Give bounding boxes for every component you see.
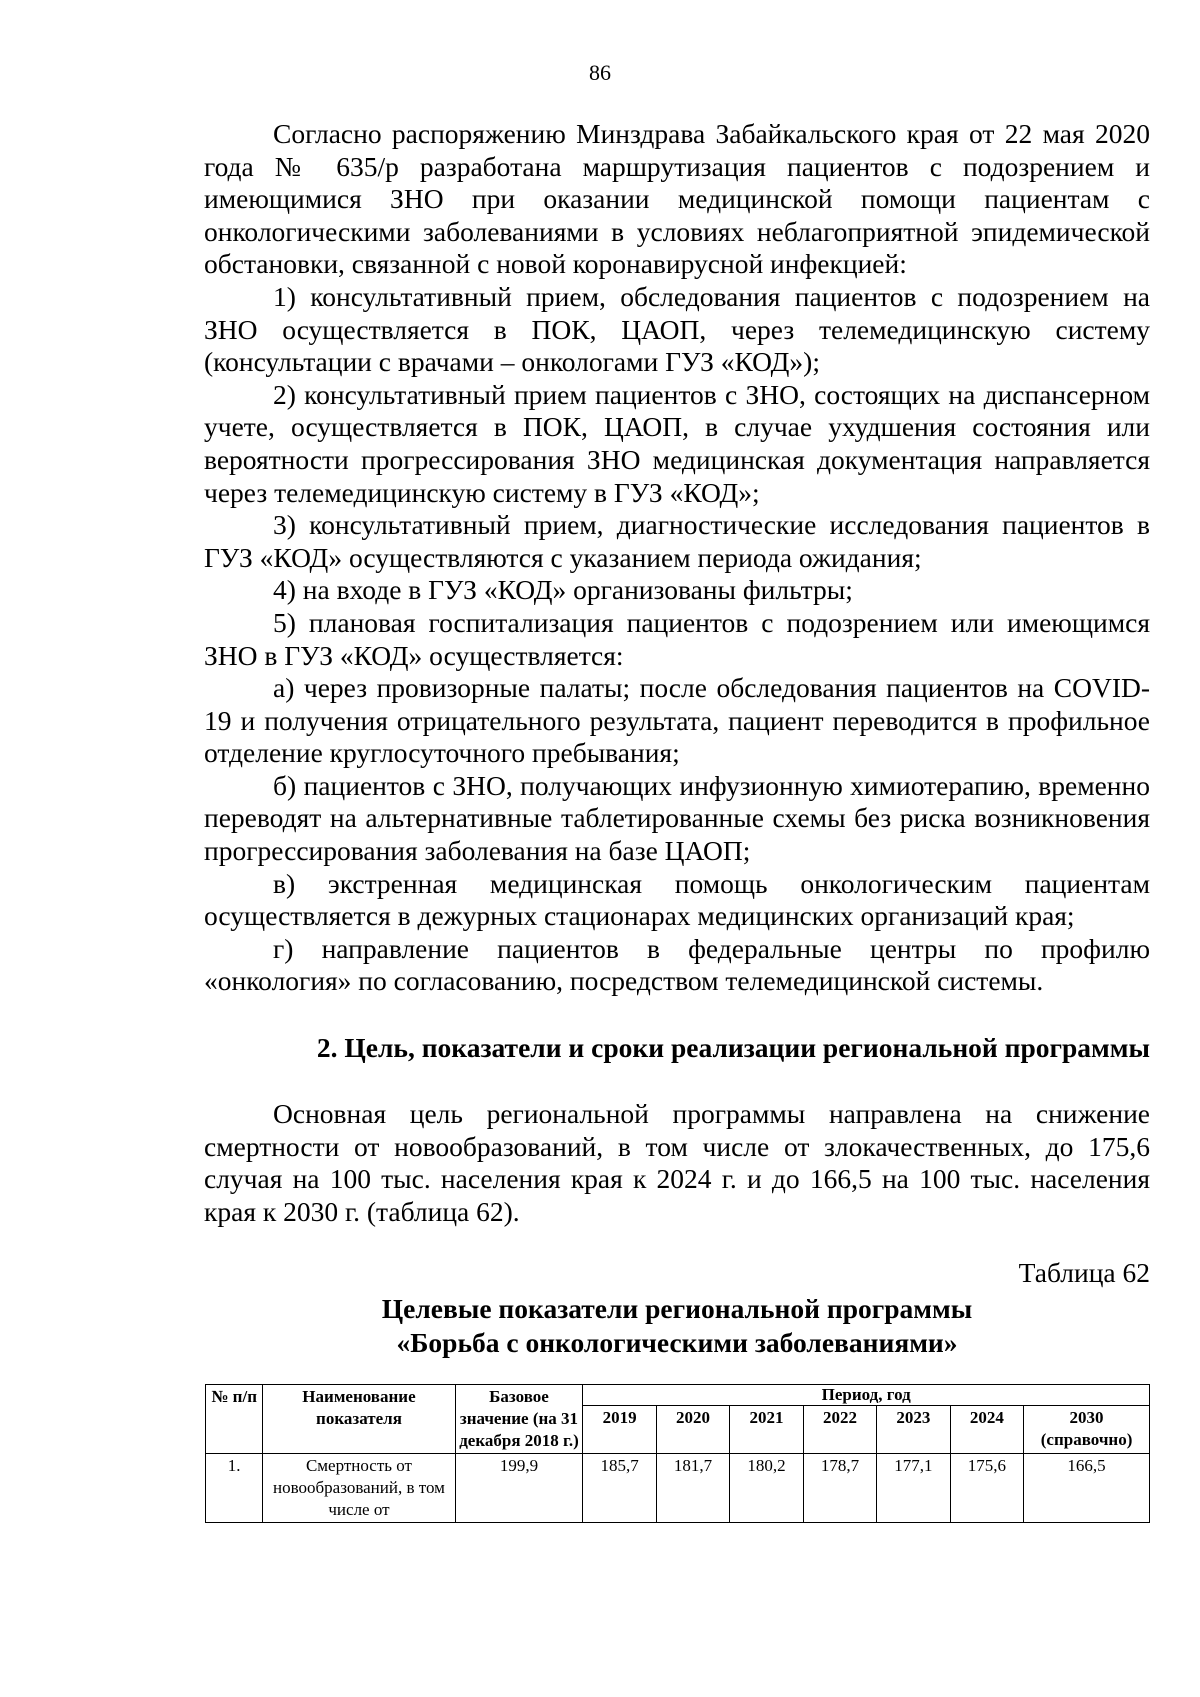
- indicators-table: [205, 1384, 1150, 1523]
- goal-paragraph: Основная цель региональной программы направлена на снижение смертности от новообразований, в том числе от злокачественных, до 175,6 случая на 100 тыс. населения края к 2024 г. и до 166,5 на 100 тыс. населения края к 2030 г. (таблица 62).: [204, 1098, 1150, 1227]
- header-year: 2024: [950, 1406, 1023, 1454]
- header-year: 2021: [730, 1406, 803, 1454]
- row-base: 199,9: [455, 1454, 583, 1523]
- body-text: [204, 118, 1150, 998]
- header-year: 2022: [803, 1406, 876, 1454]
- header-year: 2020: [656, 1406, 729, 1454]
- list-item: 5) плановая госпитализация пациентов с подозрением или имеющимся ЗНО в ГУЗ «КОД» осуществляется:: [204, 606, 1150, 671]
- header-base: Базовое значение (на 31 декабря 2018 г.): [455, 1385, 583, 1454]
- row-value: 181,7: [656, 1454, 729, 1523]
- table-row: [206, 1454, 1150, 1523]
- list-item: 1) консультативный прием, обследования пациентов с подозрением на ЗНО осуществляется в ПОК, ЦАОП, через телемедицинскую систему (консультации с врачами – онкологами ГУЗ «КОД»);: [204, 280, 1150, 378]
- row-value: 175,6: [950, 1454, 1023, 1523]
- row-value: 178,7: [803, 1454, 876, 1523]
- list-item: 2) консультативный прием пациентов с ЗНО, состоящих на диспансерном учете, осуществляется в ПОК, ЦАОП, в случае ухудшения состояния или вероятности прогрессирования ЗНО медицинская документация направляется через телемедицинскую систему в ГУЗ «КОД»;: [204, 378, 1150, 508]
- row-num: 1.: [206, 1454, 263, 1523]
- header-year-2030: 2030 (справочно): [1024, 1406, 1150, 1454]
- goal-text: [204, 1098, 1150, 1228]
- list-item: 3) консультативный прием, диагностические исследования пациентов в ГУЗ «КОД» осуществляются с указанием периода ожидания;: [204, 509, 1150, 573]
- table-title-line-1: Целевые показатели региональной программы: [381, 1293, 973, 1324]
- sub-list-item: в) экстренная медицинская помощь онкологическим пациентам осуществляется в дежурных стационарах медицинских организаций края;: [204, 867, 1150, 932]
- header-name: Наименование показателя: [263, 1385, 455, 1454]
- table-title-line-2: «Борьба с онкологическими заболеваниями»: [396, 1327, 958, 1358]
- section-heading: 2. Цель, показатели и сроки реализации региональной программы: [316, 1032, 1150, 1063]
- page-number: 86: [589, 60, 611, 85]
- sub-list-item: б) пациентов с ЗНО, получающих инфузионную химиотерапию, временно переводят на альтернативные таблетированные схемы без риска возникновения прогрессирования заболевания на базе ЦАОП;: [204, 769, 1150, 867]
- list-item: 4) на входе в ГУЗ «КОД» организованы фильтры;: [273, 574, 853, 606]
- header-year: 2023: [877, 1406, 950, 1454]
- row-name: Смертность от новообразований, в том числе от: [263, 1454, 455, 1523]
- row-value: 177,1: [877, 1454, 950, 1523]
- sub-list-item: а) через провизорные палаты; после обследования пациентов на COVID-19 и получения отрицательного результата, пациент переводится в профильное отделение круглосуточного пребывания;: [204, 672, 1150, 769]
- header-year: 2019: [583, 1406, 656, 1454]
- paragraph: Согласно распоряжению Минздрава Забайкальского края от 22 мая 2020 года № 635/р разработана маршрутизация пациентов с подозрением и имеющимися ЗНО при оказании медицинской помощи пациентам с онкологическими заболеваниями в условиях неблагоприятной эпидемической обстановки, связанной с новой коронавирусной инфекцией:: [204, 118, 1150, 280]
- row-value: 180,2: [730, 1454, 803, 1523]
- table-header-row: [206, 1385, 1150, 1406]
- row-value: 166,5: [1024, 1454, 1150, 1523]
- header-period: Период, год: [583, 1385, 1150, 1406]
- header-num: № п/п: [206, 1385, 263, 1454]
- table-number: Таблица 62: [1018, 1257, 1150, 1288]
- sub-list-item: г) направление пациентов в федеральные центры по профилю «онкология» по согласованию, посредством телемедицинской системы.: [204, 932, 1150, 997]
- table-title: [204, 1292, 1150, 1360]
- row-value: 185,7: [583, 1454, 656, 1523]
